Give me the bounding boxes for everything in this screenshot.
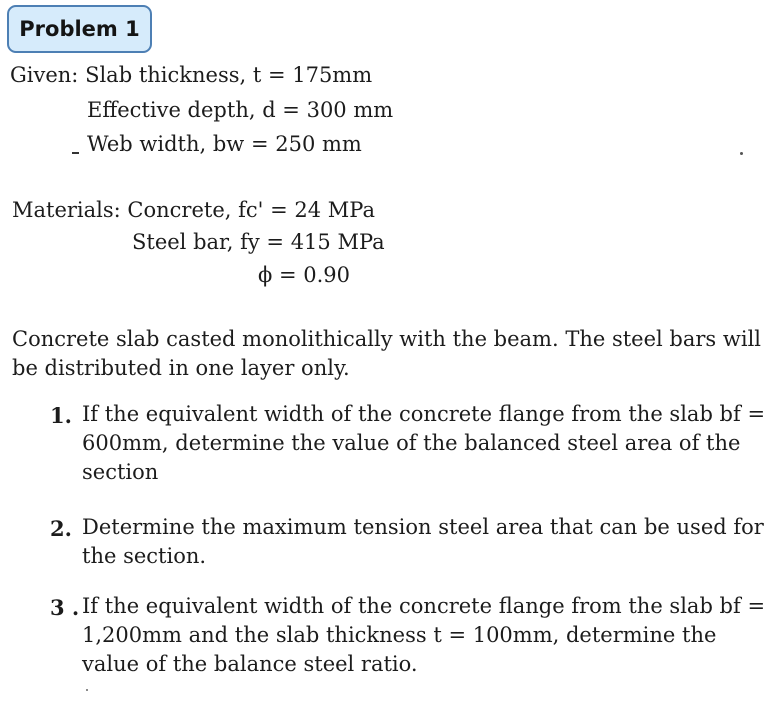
slab-thickness-line: Slab thickness, t = 175mm <box>85 63 373 87</box>
question-1-text: If the equivalent width of the concrete flange from the slab bf = 600mm, determine the value of the balanced steel area of the section <box>82 402 766 484</box>
question-2-text: Determine the maximum tension steel area that can be used for the section. <box>82 515 764 568</box>
description-paragraph: Concrete slab casted monolithically with the beam. The steel bars will be distributed in one layer only. <box>12 327 761 380</box>
stray-dot <box>740 152 743 155</box>
question-3-number: 3 . <box>50 595 80 620</box>
effective-depth-line: Effective depth, d = 300 mm <box>87 98 394 122</box>
concrete-line: Concrete, fc' = 24 MPa <box>127 198 375 222</box>
stray-mark <box>72 152 79 154</box>
given-label: Given: <box>10 63 79 87</box>
materials-label: Materials: <box>12 198 121 222</box>
web-width-line: Web width, bw = 250 mm <box>87 132 362 156</box>
stray-dot <box>86 689 88 691</box>
question-1-number: 1. <box>50 403 72 428</box>
question-2-number: 2. <box>50 516 72 541</box>
problem-title: Problem 1 <box>7 5 152 53</box>
steel-bar-line: Steel bar, fy = 415 MPa <box>132 230 385 254</box>
phi-line: ϕ = 0.90 <box>258 263 351 287</box>
question-3-text: If the equivalent width of the concrete flange from the slab bf = 1,200mm and the slab thickness t = 100mm, determine the value of the balance steel ratio. <box>82 594 766 676</box>
